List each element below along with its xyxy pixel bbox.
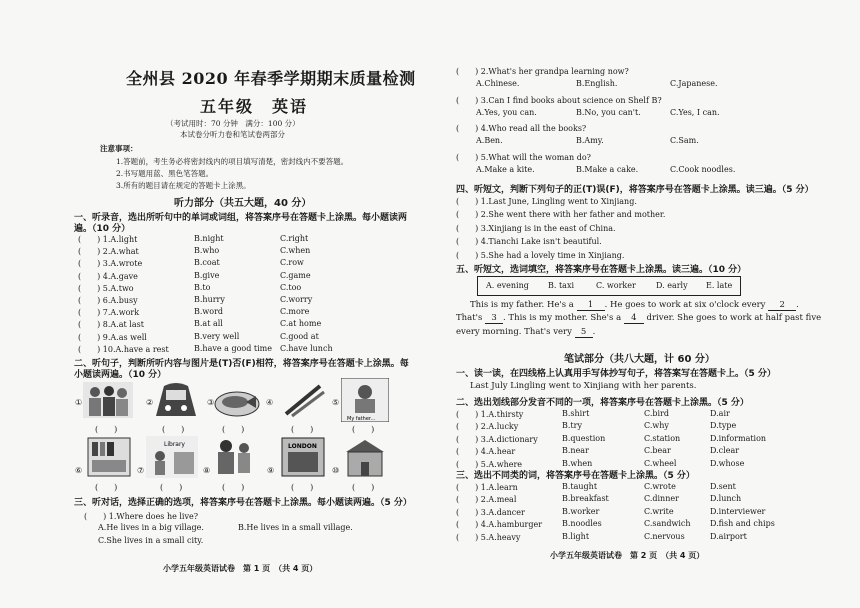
sec5-blank-3[interactable]: 3 (485, 313, 503, 324)
sec3-q1: ( ) 1.Where does he live? (84, 512, 199, 521)
pic-9-london-book (280, 436, 326, 478)
sec1-item-9-a[interactable]: ( ) 9.A.as well (78, 332, 147, 342)
sec3-title: 三、听对话，选择正确的选项，将答案序号在答题卡上涂黑。每小题读两遍。（5 分） (74, 498, 412, 508)
w3-title: 三、选出不同类的词，将答案序号在答题卡上涂黑。（5 分） (456, 471, 695, 481)
sec1-title-2: 遍。（10 分） (74, 224, 131, 234)
w3-item-1-a[interactable]: ( ) 1.A.learn (456, 483, 518, 492)
sec5-title: 五、听短文，选词填空，将答案序号在答题卡上涂黑。读三遍。（10 分） (456, 265, 747, 275)
sec5-line-1: This is my father. He's a 1 . He goes to work at six o'clock every 2 . (470, 300, 799, 310)
w3-item-5-d[interactable]: D.airport (710, 531, 747, 541)
grade-subject: 五年级 英语 (200, 97, 309, 116)
sec3-q2-b[interactable]: B.English. (576, 79, 618, 88)
w2-item-4-b[interactable]: B.near (562, 446, 589, 456)
footer-page-2: 小学五年级英语试卷 第 2 页 （共 4 页） (550, 551, 705, 560)
exam-info: （考试用时：70 分钟 满分：100 分） (166, 119, 300, 128)
pic-6-blank[interactable]: ( ) (95, 483, 118, 492)
w3-item-1-b[interactable]: B.taught (562, 482, 598, 491)
sec5-blank-5[interactable]: 5 (575, 327, 593, 338)
w2-item-4-a[interactable]: ( ) 4.A.hear (456, 447, 516, 457)
sec5-blank-4[interactable]: 4 (624, 313, 644, 324)
w3-item-4-c[interactable]: C.sandwich (644, 519, 691, 529)
w3-item-2-d[interactable]: D.lunch (710, 494, 742, 504)
sec3-q1-b[interactable]: B.He lives in a small village. (238, 523, 353, 532)
listening-heading: 听力部分（共五大题，40 分） (174, 198, 312, 209)
sec2-title: 二、听句子，判断所听内容与图片是(T)否(F)相符，将答案序号在答题卡上涂黑。每 (74, 359, 409, 369)
word-bank-b: B. taxi (548, 281, 575, 290)
pic-num-5: ⑤ (332, 398, 340, 407)
sec1-item-1-c[interactable]: C.right (280, 234, 309, 243)
sec3-q3-a[interactable]: A.Yes, you can. (476, 107, 537, 117)
w3-item-5-c[interactable]: C.nervous (644, 531, 685, 541)
pic-9-blank[interactable]: ( ) (291, 483, 314, 492)
page-2 (432, 0, 860, 608)
sec3-q3-b[interactable]: B.No, you can't. (576, 107, 641, 117)
w2-item-2-c[interactable]: C.why (644, 421, 669, 431)
w3-item-1-d[interactable]: D.sent (710, 482, 736, 491)
w2-item-3-a[interactable]: ( ) 3.A.dictionary (456, 434, 538, 444)
pic-5-caption: My father... (347, 416, 376, 422)
w2-item-3-b[interactable]: B.question (562, 433, 606, 443)
sec1-item-10-a[interactable]: ( ) 10.A.have a rest (78, 344, 169, 354)
w3-item-4-d[interactable]: D.fish and chips (710, 519, 775, 529)
sec3-q5-c[interactable]: C.Cook noodles. (670, 164, 736, 174)
sec4-item-1: ( ) 1.Last June, Lingling went to Xinjiang. (456, 197, 637, 206)
exam-note: 本试卷分听力卷和笔试卷两部分 (180, 130, 285, 139)
sec1-item-2-b[interactable]: B.who (194, 246, 220, 256)
w2-item-4-c[interactable]: C.bear (644, 446, 671, 456)
pic-num-7: ⑦ (137, 466, 145, 475)
sec1-item-10-b[interactable]: B.have a good time (194, 343, 272, 353)
sec3-q3: ( ) 3.Can I find books about science on Shelf B? (456, 95, 662, 105)
sec1-item-7-c[interactable]: C.more (280, 307, 310, 317)
sec1-item-1-b[interactable]: B.night (194, 234, 224, 243)
pic-7-library (146, 436, 198, 478)
w2-item-2-d[interactable]: D.type (710, 421, 737, 431)
sec1-item-6-a[interactable]: ( ) 6.A.busy (78, 296, 138, 305)
sec1-item-5-a[interactable]: ( ) 5.A.two (78, 283, 134, 293)
w3-item-3-d[interactable]: D.interviewer (710, 506, 766, 516)
sec3-q1-a[interactable]: A.He lives in a big village. (98, 523, 204, 532)
note-2: 2.书写题用蓝、黑色笔答题。 (116, 169, 214, 178)
pic-num-10: ⑩ (332, 466, 340, 475)
pic-3-blank[interactable]: ( ) (222, 425, 245, 434)
w2-item-5-c[interactable]: C.wheel (644, 458, 677, 468)
pic-7-sign: Library (164, 441, 185, 448)
sec3-q2-a[interactable]: A.Chinese. (476, 79, 520, 88)
w1-title: 一、读一读，在四线格上认真用手写体抄写句子，将答案写在答题卡上。（5 分） (456, 369, 776, 379)
w3-item-2-a[interactable]: ( ) 2.A.meal (456, 495, 517, 505)
pic-num-4: ④ (266, 398, 274, 407)
w3-item-3-a[interactable]: ( ) 3.A.dancer (456, 507, 525, 517)
w3-item-3-c[interactable]: C.write (644, 506, 674, 516)
sec3-q4: ( ) 4.Who read all the books? (456, 124, 587, 133)
pic-1-blank[interactable]: ( ) (95, 425, 118, 434)
pic-2-train (152, 380, 200, 420)
pic-3-fish-plate (214, 384, 260, 418)
pic-num-8: ⑧ (203, 466, 211, 475)
w2-item-3-c[interactable]: C.station (644, 433, 681, 443)
sec3-q4-a[interactable]: A.Ben. (476, 136, 503, 145)
w3-item-4-a[interactable]: ( ) 4.A.hamburger (456, 520, 543, 530)
sec4-item-3: ( ) 3.Xinjiang is in the east of China. (456, 223, 616, 233)
pic-5-blank[interactable]: ( ) (352, 425, 375, 434)
written-heading: 笔试部分（共八大题，计 60 分） (564, 354, 715, 365)
w3-item-3-b[interactable]: B.worker (562, 506, 600, 516)
w1-sentence: Last July Lingling went to Xinjiang with her parents. (470, 381, 697, 391)
sec5-blank-2[interactable]: 2 (768, 300, 796, 311)
sec2-title-2: 小题读两遍。（10 分） (74, 370, 167, 380)
sec5-line-3: every morning. That's very 5 . (456, 327, 596, 337)
pic-7-blank[interactable]: ( ) (160, 483, 183, 492)
sec1-item-6-c[interactable]: C.worry (280, 295, 313, 304)
sec1-item-8-b[interactable]: B.at all (194, 319, 223, 329)
sec1-item-9-b[interactable]: B.very well (194, 331, 240, 341)
sec1-item-4-c[interactable]: C.game (280, 270, 311, 280)
w2-item-2-b[interactable]: B.try (562, 421, 582, 431)
pic-num-3: ③ (207, 398, 215, 407)
sec1-item-6-b[interactable]: B.hurry (194, 295, 225, 304)
sec3-q2: ( ) 2.What's her grandpa learning now? (456, 67, 629, 76)
sec1-item-4-a[interactable]: ( ) 4.A.gave (78, 271, 138, 281)
w3-item-2-b[interactable]: B.breakfast (562, 494, 609, 504)
pic-5-father-desk (341, 378, 389, 422)
sec1-item-1-a[interactable]: ( ) 1.A.light (78, 235, 138, 244)
sec1-title: 一、听录音，选出所听句中的单词或词组，将答案序号在答题卡上涂黑。每小题读两 (74, 213, 408, 223)
word-bank (477, 276, 741, 296)
w2-item-2-a[interactable]: ( ) 2.A.lucky (456, 422, 519, 432)
sec3-q1-c[interactable]: C.She lives in a small city. (98, 536, 204, 545)
pic-2-blank[interactable]: ( ) (162, 425, 185, 434)
sec3-q3-c[interactable]: C.Yes, I can. (670, 107, 720, 117)
w3-item-4-b[interactable]: B.noodles (562, 519, 602, 529)
sec1-item-2-a[interactable]: ( ) 2.A.what (78, 247, 139, 257)
w3-item-1-c[interactable]: C.wrote (644, 482, 676, 491)
pic-10-school (342, 438, 388, 478)
sec1-item-7-b[interactable]: B.word (194, 307, 224, 317)
sec4-item-2: ( ) 2.She went there with her father and mother. (456, 210, 666, 220)
w3-item-5-a[interactable]: ( ) 5.A.heavy (456, 532, 521, 542)
w2-item-5-b[interactable]: B.when (562, 458, 593, 468)
word-bank-a: A. evening (486, 281, 529, 290)
pic-4-pens (282, 382, 326, 418)
w2-item-3-d[interactable]: D.information (710, 433, 767, 443)
pic-8-blank[interactable]: ( ) (222, 483, 245, 492)
sec3-q4-c[interactable]: C.Sam. (670, 136, 699, 145)
sec1-item-8-c[interactable]: C.at home (280, 319, 322, 329)
footer-page-1: 小学五年级英语试卷 第 1 页 （共 4 页） (163, 564, 318, 573)
sec1-item-4-b[interactable]: B.give (194, 270, 220, 280)
w3-item-2-c[interactable]: C.dinner (644, 494, 679, 504)
w2-item-1-a[interactable]: ( ) 1.A.thirsty (456, 410, 524, 419)
pic-10-blank[interactable]: ( ) (352, 483, 375, 492)
sec4-item-5: ( ) 5.She had a lovely time in Xinjiang. (456, 250, 625, 260)
sec1-item-5-c[interactable]: C.too (280, 282, 302, 292)
pic-num-2: ② (146, 398, 154, 407)
pic-9-cover: LONDON (288, 443, 317, 450)
sec1-item-10-c[interactable]: C.have lunch (280, 343, 333, 353)
w2-item-4-d[interactable]: D.clear (710, 446, 740, 456)
sec5-blank-1[interactable]: 1 (577, 300, 605, 311)
sec1-item-2-c[interactable]: C.when (280, 246, 311, 256)
note-3: 3.所有的题目请在规定的答题卡上涂黑。 (116, 181, 251, 190)
pic-num-9: ⑨ (267, 466, 275, 475)
word-bank-e: E. late (706, 281, 733, 290)
pic-8-people (212, 436, 258, 478)
sec1-item-3-a[interactable]: ( ) 3.A.wrote (78, 259, 143, 269)
pic-num-1: ① (75, 398, 83, 407)
sec5-line-2: That's 3 . This is my mother. She's a 4 driver. She goes to work at half past five (456, 313, 822, 323)
w2-item-5-a[interactable]: ( ) 5.A.where (456, 459, 523, 469)
w2-title: 二、选出划线部分发音不同的一项，将答案序号在答题卡上涂黑。（5 分） (456, 398, 749, 408)
note-1: 1.答题前，考生务必将密封线内的项目填写清楚，密封线内不要答题。 (116, 157, 349, 166)
word-bank-d: D. early (656, 281, 688, 290)
sec3-q5: ( ) 5.What will the woman do? (456, 152, 591, 162)
exam-title: 全州县 2020 年春季学期期末质量检测 (126, 69, 416, 88)
sec1-item-3-c[interactable]: C.row (280, 258, 304, 268)
sec1-item-7-a[interactable]: ( ) 7.A.work (78, 308, 140, 318)
pic-4-blank[interactable]: ( ) (291, 425, 314, 434)
sec3-q5-a[interactable]: A.Make a kite. (476, 164, 535, 174)
sec1-item-5-b[interactable]: B.to (194, 282, 211, 292)
w2-item-5-d[interactable]: D.whose (710, 458, 745, 468)
word-bank-c: C. worker (596, 281, 636, 290)
sec3-q4-b[interactable]: B.Amy. (576, 136, 604, 145)
w3-item-5-b[interactable]: B.light (562, 531, 590, 541)
sec1-item-9-c[interactable]: C.good at (280, 331, 319, 341)
w2-item-1-d[interactable]: D.air (710, 409, 730, 418)
notes-heading: 注意事项： (100, 144, 138, 153)
w2-item-1-b[interactable]: B.shirt (562, 409, 590, 418)
pic-num-6: ⑥ (75, 466, 83, 475)
sec3-q2-c[interactable]: C.Japanese. (670, 79, 718, 88)
sec1-item-8-a[interactable]: ( ) 8.A.at last (78, 320, 144, 330)
pic-1-family (83, 382, 133, 418)
sec3-q5-b[interactable]: B.Make a cake. (576, 164, 639, 174)
sec4-item-4: ( ) 4.Tianchi Lake isn't beautiful. (456, 237, 602, 247)
sec1-item-3-b[interactable]: B.coat (194, 258, 220, 268)
pic-6-bookshelf (86, 436, 132, 478)
sec4-title: 四、听短文，判断下列句子的正(T)误(F)，将答案序号在答题卡上涂黑。读三遍。（5 分） (456, 185, 814, 195)
w2-item-1-c[interactable]: C.bird (644, 409, 670, 418)
